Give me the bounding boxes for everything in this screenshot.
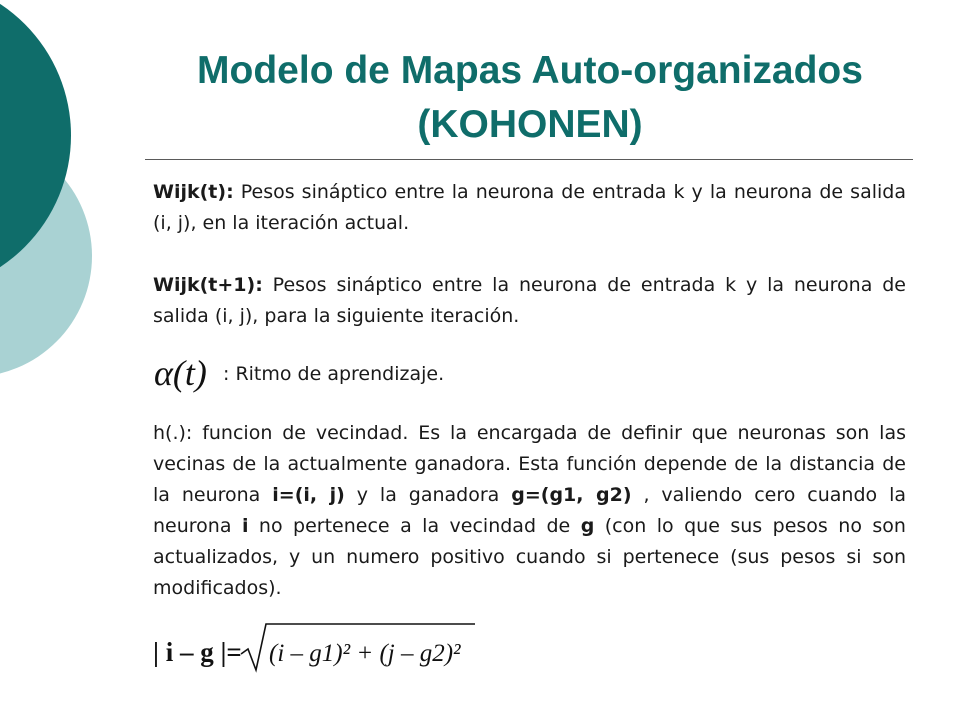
title-divider (145, 159, 913, 160)
alpha-symbol-image (153, 352, 215, 396)
formula-lhs: | i – g |= (153, 637, 242, 667)
h-bold-g: g (580, 515, 595, 537)
title-line-2: (KOHONEN) (417, 103, 643, 146)
alpha-description: : Ritmo de aprendizaje. (223, 362, 445, 385)
h-bold-i: i (241, 515, 249, 537)
distance-formula-image (153, 618, 483, 674)
definition-neighborhood (153, 418, 906, 604)
term-wijk-t1: Wijk(t+1): (153, 274, 263, 296)
definition-wijk-t (153, 177, 906, 239)
h-text-4: no pertenece a la vecindad de (248, 515, 581, 537)
alpha-symbol-text: α(t) (154, 353, 207, 393)
h-bold-winner: g=(g1, g2) (511, 484, 632, 506)
text-wijk-t1: Pesos sináptico entre la neurona de entrada k y la neurona de salida (i, j), para la siguiente iteración. (153, 274, 906, 327)
h-text-2: y la ganadora (344, 484, 512, 506)
h-bold-neuron: i=(i, j) (272, 484, 345, 506)
h-text-3: , valiendo cero cuando la neurona (153, 484, 906, 537)
formula-radicand: (i – g1)² + (j – g2)² (269, 640, 461, 667)
term-wijk-t: Wijk(t): (153, 181, 234, 203)
title-line-1: Modelo de Mapas Auto-organizados (197, 49, 863, 92)
slide-title (145, 44, 915, 152)
text-wijk-t: Pesos sináptico entre la neurona de entrada k y la neurona de salida (i, j), en la iteración actual. (153, 181, 906, 234)
h-text-1: h(.): funcion de vecindad. Es la encargada de definir que neuronas son las vecinas de la actualmente ganadora. Esta función depende de la distancia de la neurona (153, 422, 906, 506)
slide-body (153, 177, 906, 674)
h-text-5: (con lo que sus pesos no son actualizados, y un numero positivo cuando si pertenece (sus pesos si son modificados). (153, 515, 906, 599)
definition-wijk-t1 (153, 270, 906, 332)
definition-alpha (153, 352, 906, 396)
